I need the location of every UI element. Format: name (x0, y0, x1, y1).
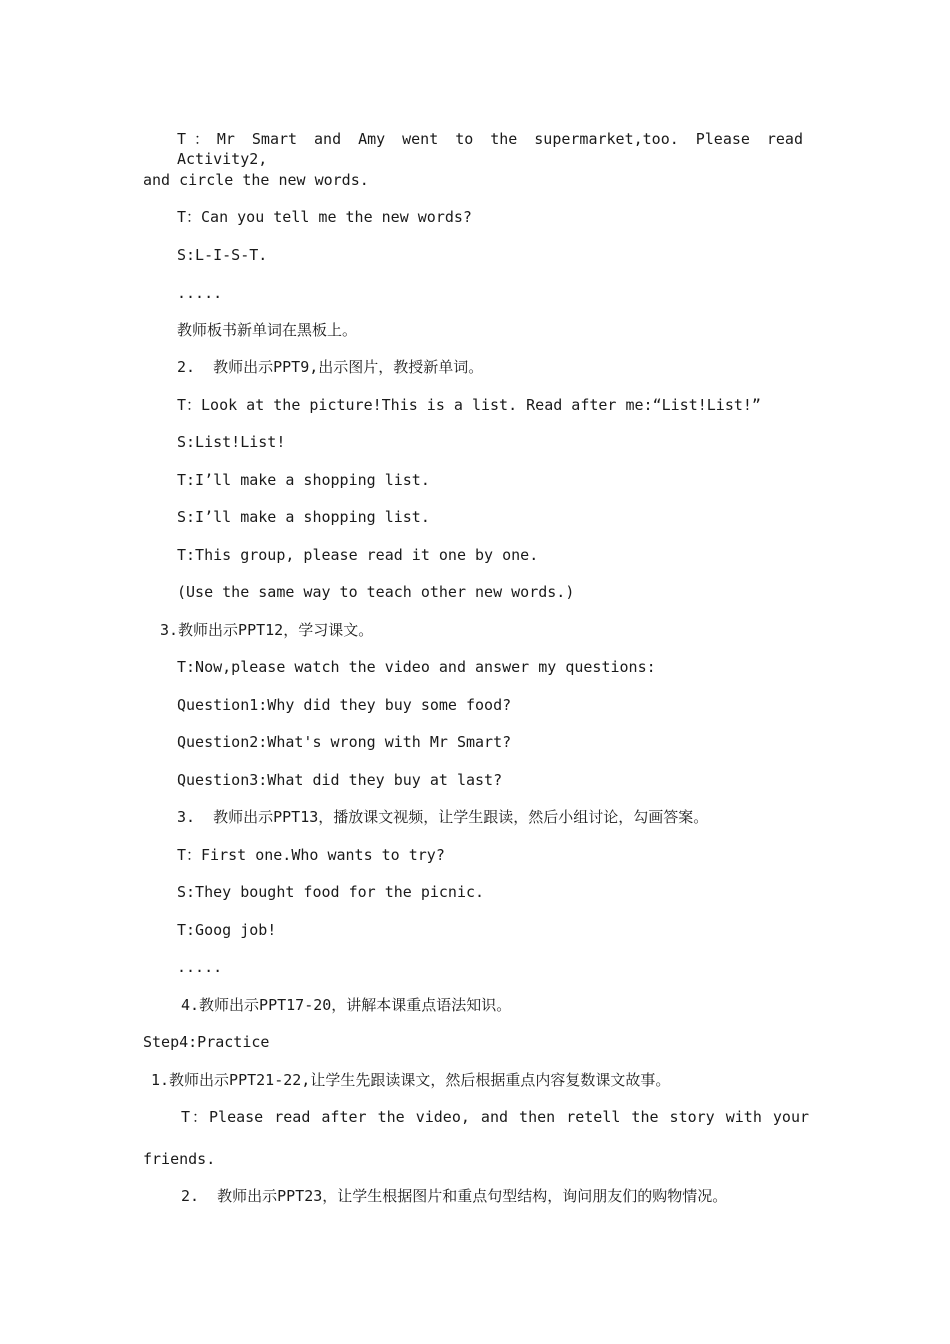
text-line-29: 2. 教师出示PPT23，让学生根据图片和重点句型结构，询问朋友们的购物情况。 (181, 1187, 728, 1205)
text-line-28: friends. (143, 1150, 216, 1168)
text-line-3: T：Can you tell me the new words? (177, 208, 472, 226)
text-line-8: T：Look at the picture!This is a list. Read after me:“List!List!” (177, 396, 761, 414)
text-line-1: T：Mr Smart and Amy went to the supermarket,too. Please read Activity2, (177, 130, 803, 168)
text-line-12: T:This group, please read it one by one. (177, 546, 539, 564)
text-line-7: 2. 教师出示PPT9,出示图片，教授新单词。 (177, 358, 484, 376)
text-line-5: ..... (177, 284, 223, 302)
text-line-9: S:List!List! (177, 433, 286, 451)
text-line-24: 4.教师出示PPT17-20，讲解本课重点语法知识。 (181, 996, 512, 1014)
text-line-15: T:Now,please watch the video and answer my questions: (177, 658, 656, 676)
text-line-23: ..... (177, 958, 223, 976)
text-line-27: T：Please read after the video, and then retell the story with your (181, 1108, 809, 1126)
text-line-13: (Use the same way to teach other new words.) (177, 583, 575, 601)
text-line-22: T:Goog job! (177, 921, 277, 939)
text-line-16: Question1:Why did they buy some food? (177, 696, 512, 714)
text-line-19: 3. 教师出示PPT13，播放课文视频，让学生跟读，然后小组讨论，勾画答案。 (177, 808, 709, 826)
text-line-11: S:I’ll make a shopping list. (177, 508, 430, 526)
text-line-26: 1.教师出示PPT21-22,让学生先跟读课文，然后根据重点内容复数课文故事。 (151, 1071, 671, 1089)
text-line-2: and circle the new words. (143, 171, 369, 189)
text-line-4: S:L-I-S-T. (177, 246, 268, 264)
text-line-6: 教师板书新单词在黑板上。 (177, 321, 358, 339)
text-line-10: T:I’ll make a shopping list. (177, 471, 430, 489)
text-line-20: T：First one.Who wants to try? (177, 846, 445, 864)
text-line-25: Step4:Practice (143, 1033, 270, 1051)
text-line-14: 3.教师出示PPT12，学习课文。 (160, 621, 374, 639)
text-line-21: S:They bought food for the picnic. (177, 883, 485, 901)
text-line-17: Question2:What's wrong with Mr Smart? (177, 733, 512, 751)
text-line-18: Question3:What did they buy at last? (177, 771, 503, 789)
